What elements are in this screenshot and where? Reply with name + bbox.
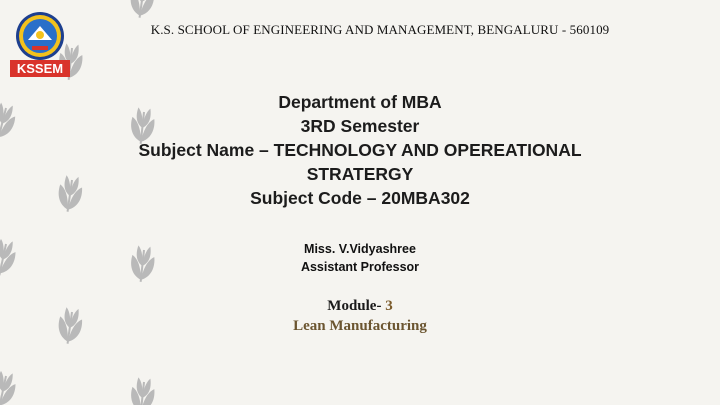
- title-block: [60, 90, 660, 210]
- kssem-logo: [8, 10, 72, 80]
- logo-text: KSSEM: [16, 61, 64, 76]
- leaf-icon: [0, 101, 18, 142]
- institution-header: K.S. SCHOOL OF ENGINEERING AND MANAGEMENT, BENGALURU - 560109: [150, 22, 610, 37]
- presenter-block: [160, 240, 560, 276]
- module-number: 3: [385, 298, 393, 314]
- leaf-icon: [129, 245, 156, 283]
- leaf-icon: [0, 370, 18, 405]
- presenter-name: Miss. V.Vidyashree: [304, 242, 416, 256]
- subject-code: Subject Code – 20MBA302: [250, 188, 470, 208]
- module-topic: Lean Manufacturing: [293, 318, 427, 334]
- subject-name-line2: STRATERGY: [306, 164, 414, 184]
- presenter-designation: Assistant Professor: [300, 260, 420, 274]
- leaf-icon: [129, 377, 156, 405]
- leaf-icon: [56, 306, 84, 345]
- module-label: Module-: [327, 298, 386, 314]
- leaf-icon: [0, 238, 18, 278]
- leaf-icon: [128, 0, 156, 19]
- semester-title: 3RD Semester: [300, 116, 420, 136]
- subject-name-line1: Subject Name – TECHNOLOGY AND OPEREATIONAL: [138, 140, 582, 160]
- module-block: [160, 296, 560, 336]
- department-title: Department of MBA: [278, 92, 442, 112]
- module-line: [160, 296, 560, 316]
